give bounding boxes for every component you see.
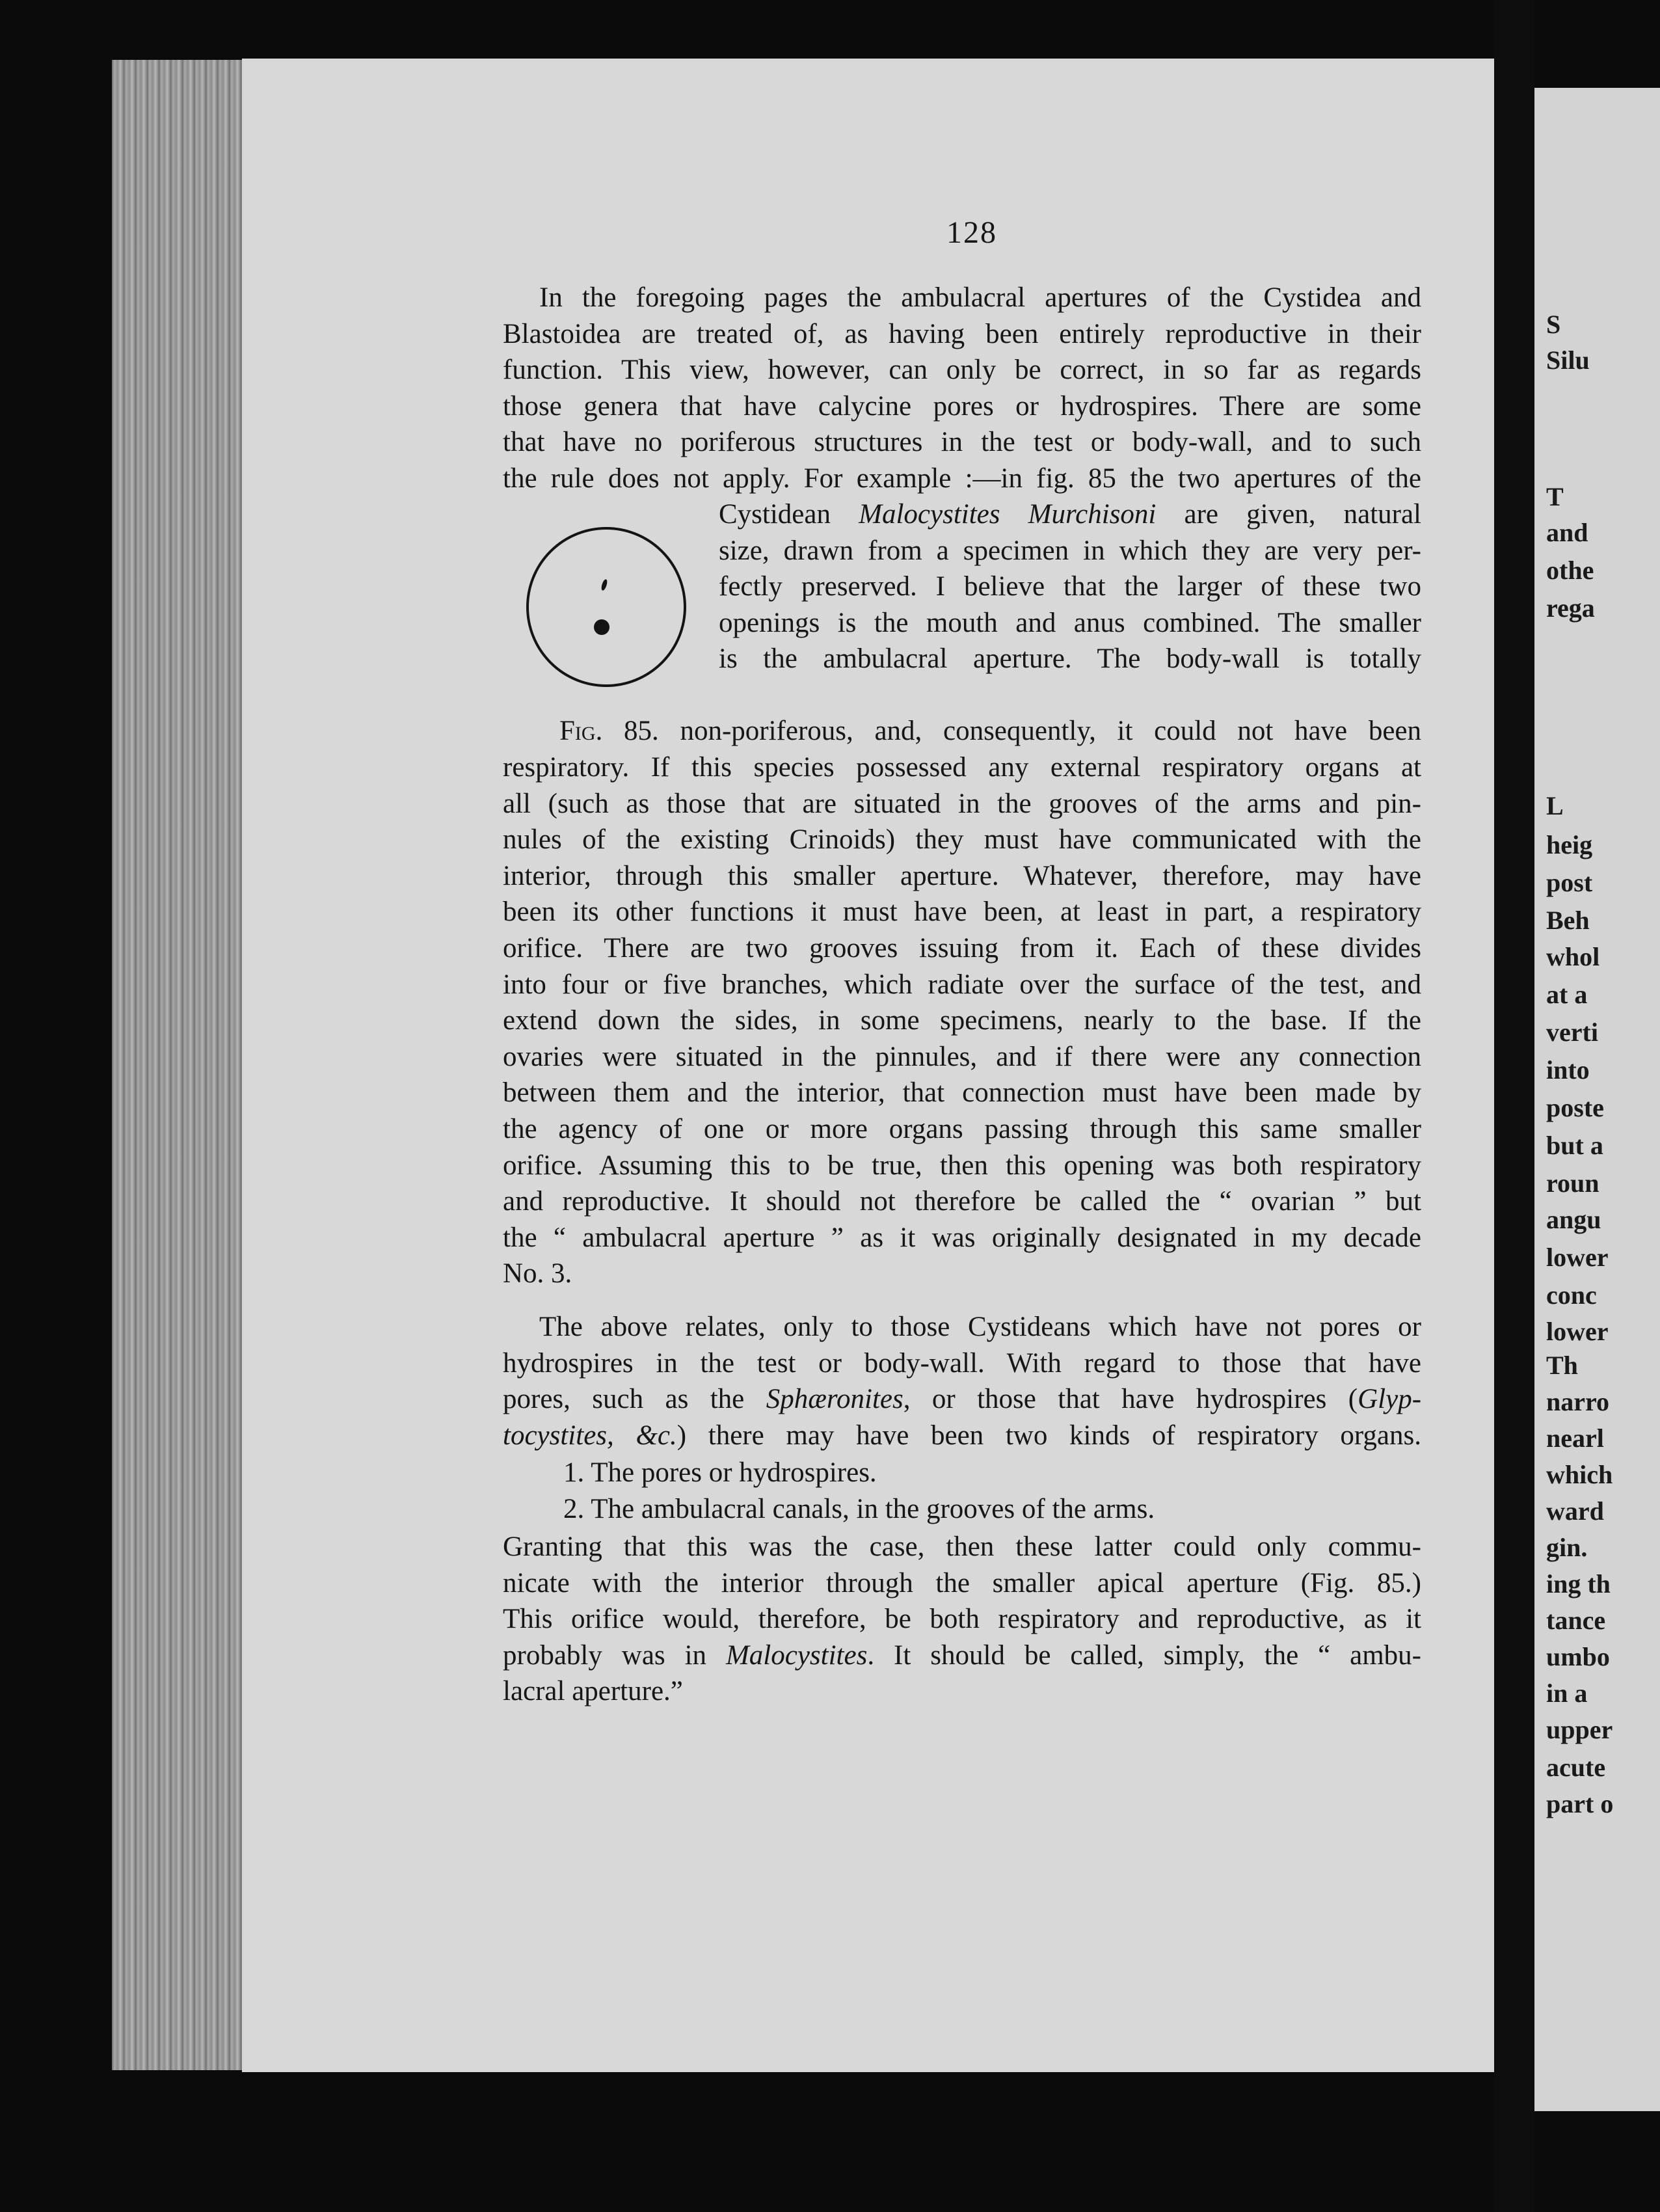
next-page-text-fragment: post: [1546, 868, 1593, 897]
paragraph-3: [503, 1529, 1421, 1710]
next-page-text-fragment: roun: [1546, 1168, 1600, 1198]
text-line: extend down the sides, in some specimens, nearly to the base. If the: [503, 1005, 1421, 1036]
text-line: that have no poriferous structures in the test or body-wall, and to such: [503, 427, 1421, 458]
next-page-text-fragment: at a: [1546, 980, 1588, 1009]
next-page-text-fragment: whol: [1546, 942, 1600, 971]
text-line: the “ ambulacral aperture ” as it was originally designated in my decade: [503, 1222, 1421, 1253]
next-page-text-fragment: umbo: [1546, 1642, 1610, 1671]
next-page-text-fragment: T: [1546, 482, 1564, 511]
text-line: No. 3.: [503, 1258, 572, 1289]
text-line: Granting that this was the case, then these latter could only commu-: [503, 1531, 1421, 1562]
text-line: size, drawn from a specimen in which they are very per-: [719, 535, 1421, 566]
text-line: The above relates, only to those Cystideans which have not pores or: [539, 1312, 1421, 1342]
next-page-text-fragment: upper: [1546, 1715, 1613, 1744]
text-line: pores, such as the Sphæronites, or those that have hydrospires (Glyp-: [503, 1384, 1422, 1415]
text-line: lacral aperture.”: [503, 1676, 683, 1707]
next-page-text-fragment: into: [1546, 1055, 1590, 1085]
next-page-text-fragment: and: [1546, 518, 1588, 547]
list-item: 1. The pores or hydrospires.: [563, 1457, 877, 1488]
text-line: tocystites, &c.) there may have been two kinds of respiratory organs.: [503, 1420, 1422, 1451]
next-page-text-fragment: nearl: [1546, 1423, 1604, 1453]
next-page-text-fragment: heig: [1546, 830, 1593, 859]
figure-caption: Fig. 85.: [559, 716, 659, 746]
text-line: between them and the interior, that connection must have been made by: [503, 1077, 1421, 1109]
next-page-text-fragment: tance: [1546, 1606, 1606, 1635]
figure-85: [524, 524, 689, 690]
text-line: the rule does not apply. For example :—in fig. 85 the two apertures of the: [503, 463, 1421, 494]
figure-outline-circle: [528, 528, 685, 686]
text-line: into four or five branches, which radiate over the surface of the test, and: [503, 969, 1421, 1000]
text-line: openings is the mouth and anus combined. The smaller: [719, 607, 1421, 638]
text-line: those genera that have calycine pores or hydrospires. There are some: [503, 390, 1421, 422]
paragraph-2: [503, 1309, 1421, 1453]
next-page-text-fragment: L: [1546, 791, 1564, 820]
next-page-text-fragment: acute: [1546, 1753, 1606, 1782]
text-line: nicate with the interior through the smaller apical aperture (Fig. 85.): [503, 1567, 1421, 1598]
next-page-text-fragment: part o: [1546, 1789, 1614, 1818]
next-page-text-fragment: but a: [1546, 1131, 1603, 1160]
next-page-text-fragment: rega: [1546, 593, 1595, 623]
next-page-text-fragment: S: [1546, 310, 1561, 339]
next-page-text-fragment: verti: [1546, 1018, 1598, 1047]
text-line: interior, through this smaller aperture. Whatever, therefore, may have: [503, 860, 1421, 891]
paragraph-1-beside-figure: [719, 496, 1421, 677]
caption-line-text: non-poriferous, and, consequently, it could not have been: [680, 716, 1422, 746]
figure-large-aperture: [594, 619, 609, 635]
text-line: In the foregoing pages the ambulacral apertures of the Cystidea and: [539, 282, 1421, 313]
list-item: 2. The ambulacral canals, in the grooves of the arms.: [563, 1493, 1155, 1524]
next-page-text-fragment: othe: [1546, 556, 1594, 585]
text-line: Cystidean Malocystites Murchisoni are given, natural: [719, 499, 1421, 530]
next-page-text-fragment: lower: [1546, 1243, 1609, 1272]
next-page-text-fragment: Silu: [1546, 345, 1590, 375]
next-page-text-fragment: conc: [1546, 1280, 1597, 1310]
next-page-text-fragment: lower: [1546, 1317, 1609, 1346]
next-page-text-fragment: angu: [1546, 1205, 1601, 1234]
book-page-edge: [112, 60, 242, 2070]
next-page-fragment: [1534, 88, 1660, 2111]
book-gutter: [1494, 0, 1534, 2212]
text-line: probably was in Malocystites. It should be called, simply, the “ ambu-: [503, 1639, 1421, 1671]
text-line: function. This view, however, can only be correct, in so far as regards: [503, 355, 1421, 386]
paragraph-1-after-figure: [503, 749, 1421, 1292]
text-line: hydrospires in the test or body-wall. With regard to those that have: [503, 1347, 1421, 1379]
text-line: and reproductive. It should not therefore be called the “ ovarian ” but: [503, 1186, 1421, 1217]
next-page-text-fragment: gin.: [1546, 1533, 1588, 1562]
text-line: is the ambulacral aperture. The body-wall is totally: [719, 643, 1421, 675]
text-line: orifice. There are two grooves issuing from it. Each of these divides: [503, 932, 1421, 964]
figure-small-aperture: [600, 578, 608, 591]
text-line: orifice. Assuming this to be true, then this opening was both respiratory: [503, 1150, 1421, 1181]
next-page-text-fragment: poste: [1546, 1093, 1604, 1122]
text-line: the agency of one or more organs passing through this same smaller: [503, 1113, 1421, 1144]
text-line: ovaries were situated in the pinnules, and if there were any connection: [503, 1041, 1421, 1072]
text-line: respiratory. If this species possessed any external respiratory organs at: [503, 752, 1421, 783]
next-page-text-fragment: Beh: [1546, 906, 1590, 935]
next-page-text-fragment: Th: [1546, 1351, 1578, 1380]
text-line: nules of the existing Crinoids) they must have communicated with the: [503, 824, 1421, 856]
text-line: fectly preserved. I believe that the larger of these two: [719, 571, 1421, 602]
next-page-text-fragment: ward: [1546, 1496, 1604, 1526]
text-line: Blastoidea are treated of, as having been entirely reproductive in their: [503, 318, 1421, 349]
next-page-text-fragment: in a: [1546, 1679, 1588, 1708]
numbered-list: [503, 1455, 1421, 1527]
next-page-text-fragment: which: [1546, 1460, 1613, 1489]
text-line: all (such as those that are situated in the grooves of the arms and pin-: [503, 788, 1421, 819]
next-page-text-fragment: narro: [1546, 1387, 1610, 1416]
next-page-text-fragment: ing th: [1546, 1569, 1611, 1598]
text-line: been its other functions it must have been, at least in part, a respiratory: [503, 897, 1421, 928]
paragraph-1-top: [503, 280, 1421, 497]
figure-caption-line: [503, 713, 1421, 749]
text-line: This orifice would, therefore, be both respiratory and reproductive, as it: [503, 1604, 1421, 1635]
page-number: 128: [946, 215, 997, 250]
